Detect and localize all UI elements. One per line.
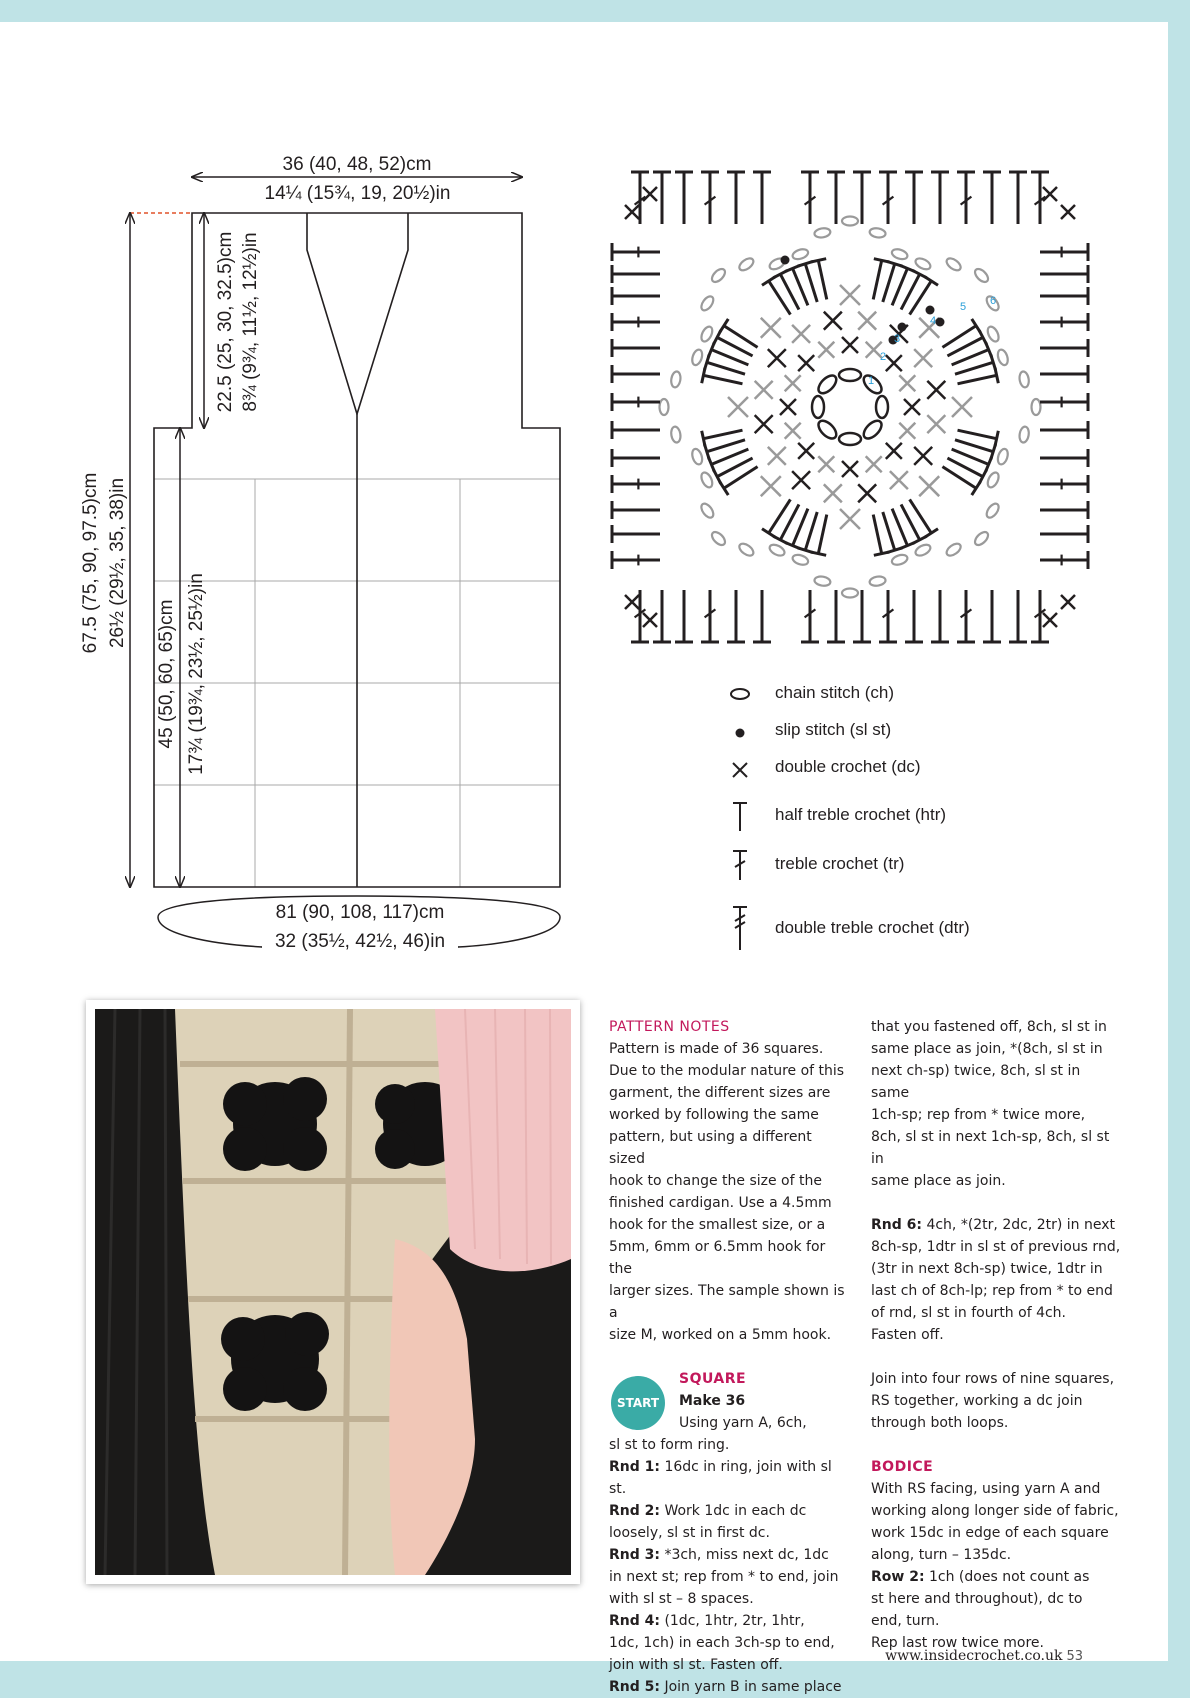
chain-stitch [996,348,1010,366]
treble-stitch [883,264,895,302]
round-number: 2 [880,351,887,363]
round-number: 5 [960,301,967,313]
join-text: Join into four rows of nine squares, [871,1371,1115,1387]
legend-half-treble [726,799,1056,833]
chain-stitch [670,371,681,388]
round-text: Fasten off. [871,1327,944,1343]
round-text: join with sl st. Fasten off. [609,1657,783,1673]
slip-stitch [781,256,790,265]
notes-line: garment, the different sizes are [609,1085,831,1101]
legend-chain-stitch [726,677,1056,711]
chain-stitch [986,471,1001,489]
length-in: 26½ (29½, 35, 38)in [107,477,128,649]
round-text: loosely, sl st in first dc. [609,1525,770,1541]
square-header [609,1368,849,1434]
square-intro: sl st to form ring. [609,1437,730,1453]
round-label: Rnd 1: [609,1459,660,1475]
treble-stitch [805,512,817,550]
double-crochet-stitch [842,337,858,353]
square-make: Make 36 [679,1393,746,1409]
double-crochet-stitch [818,342,834,358]
chain-stitch [812,396,824,418]
double-crochet-stitch [643,187,657,201]
chain-stitch [814,575,831,586]
double-crochet-stitch [858,484,876,502]
double-crochet-stitch [755,381,773,399]
chain-stitch [710,267,728,285]
pattern-notes-column [609,1016,849,1698]
chain-stitch [842,217,858,226]
notes-line: 5mm, 6mm or 6.5mm hook for the [609,1239,826,1277]
chain-stitch [690,348,704,366]
double-treble-icon [726,904,754,952]
notes-line: larger sizes. The sample shown is a [609,1283,845,1321]
square-heading: SQUARE [679,1371,747,1387]
double-crochet-stitch [904,399,920,415]
neck-in: 8¾ (9¾, 11½, 12½)in [240,232,261,412]
round-text: in next st; rep from * to end, join [609,1569,839,1585]
notes-line: finished cardigan. Use a 4.5mm [609,1195,832,1211]
notes-line: size M, worked on a 5mm hook. [609,1327,832,1343]
double-crochet-stitch [768,447,786,465]
chain-stitch [996,448,1010,466]
round-text: 1dc, 1ch) in each 3ch-sp to end, [609,1635,835,1651]
round-text: 8ch-sp, 1dtr in sl st of previous rnd, [871,1239,1121,1255]
notes-line: hook for the smallest size, or a [609,1217,826,1233]
notes-line: pattern, but using a different sized [609,1129,812,1167]
double-crochet-stitch [927,415,945,433]
round-text: 16dc in ring, join with sl st. [609,1459,832,1497]
slip-stitch [898,323,907,332]
chain-stitch [973,530,991,548]
v-neck-opening [307,213,408,414]
double-crochet-stitch [792,325,810,343]
double-crochet-stitch [858,312,876,330]
legend-label: double treble crochet (dtr) [775,918,970,937]
chain-stitch-icon [726,677,754,711]
double-crochet-stitch [785,375,801,391]
chain-stitch [842,589,858,598]
chain-stitch [815,418,839,442]
treble-stitch [955,362,993,374]
double-crochet-stitch [1061,205,1075,219]
hem-cm: 81 (90, 108, 117)cm [275,902,445,923]
double-crochet-stitch [643,613,657,627]
treble-stitch [707,440,745,452]
round-text: (1dc, 1htr, 2tr, 1htr, [664,1613,805,1629]
chain-stitch [945,541,963,558]
legend-treble [726,848,1056,882]
website-link[interactable]: www.insidecrochet.co.uk [885,1648,1063,1664]
double-crochet-stitch [886,443,902,459]
legend-label: chain stitch (ch) [775,683,895,702]
chain-stitch [945,256,963,273]
double-crochet-stitch [899,375,915,391]
treble-stitch [955,440,993,452]
chain-stitch [891,553,909,567]
double-crochet-stitch [728,397,748,417]
chain-stitch [869,575,886,586]
chain-stitch [973,267,991,285]
round-text: Join yarn B in same place [664,1679,842,1695]
chain-stitch [839,369,861,381]
double-crochet-stitch [761,476,781,496]
chain-stitch [660,399,669,415]
double-crochet-stitch [625,595,639,609]
treble-stitch [707,362,745,374]
treble-stitch [818,260,826,299]
round-number: 6 [990,295,997,307]
double-crochet-stitch [785,423,801,439]
chain-stitch [791,247,809,261]
notes-line: Due to the modular nature of this [609,1063,845,1079]
treble-stitch [873,260,881,299]
chain-stitch [737,256,755,273]
double-crochet-stitch [780,399,796,415]
chain-stitch [737,541,755,558]
treble-stitch [883,512,895,550]
length-cm: 67.5 (75, 90, 97.5)cm [80,472,101,654]
legend-label: treble crochet (tr) [775,854,905,873]
double-crochet-stitch [899,423,915,439]
legend-label: slip stitch (sl st) [775,720,892,739]
crochet-square-chart [610,162,1090,652]
treble-stitch-top [874,552,890,555]
chain-stitch [710,530,728,548]
double-crochet-stitch [840,285,860,305]
chain-stitch [814,227,831,238]
double-crochet-stitch [824,484,842,502]
row-text: Rep last row twice more. [871,1635,1044,1651]
notes-line: hook to change the size of the [609,1173,822,1189]
round-label: Rnd 5: [609,1679,660,1695]
round-text: 1ch-sp; rep from * twice more, [871,1107,1086,1123]
treble-stitch-top [972,482,981,495]
body-in: 17¾ (19¾, 23½, 25½)in [186,573,207,775]
bodice-heading: BODICE [871,1459,934,1475]
treble-stitch [873,515,881,554]
double-crochet-stitch [890,471,908,489]
round-number: 4 [930,315,937,327]
round-text: of rnd, sl st in fourth of 4ch. [871,1305,1067,1321]
legend-double-treble [726,904,1056,952]
chain-stitch [876,396,888,418]
chain-stitch [768,543,786,558]
width-cm: 36 (40, 48, 52)cm [282,154,432,175]
chain-stitch [791,553,809,567]
round-text: with sl st – 8 spaces. [609,1591,754,1607]
double-crochet-stitch [798,355,814,371]
chain-stitch [891,247,909,261]
treble-stitch-top [720,319,729,332]
double-crochet-stitch [927,381,945,399]
round-label: Rnd 6: [871,1217,922,1233]
treble-stitch [818,515,826,554]
treble-stitch-top [925,277,938,286]
double-crochet-stitch [792,471,810,489]
double-crochet-stitch [755,415,773,433]
round-text: Work 1dc in each dc [664,1503,807,1519]
double-crochet-icon [726,751,754,785]
chain-stitch [861,418,885,442]
body-cm: 45 (50, 60, 65)cm [156,599,177,749]
round-label: Rnd 4: [609,1613,660,1629]
double-crochet-stitch [919,476,939,496]
double-crochet-stitch [914,447,932,465]
bodice-text: With RS facing, using yarn A and [871,1481,1101,1497]
chain-stitch [815,372,839,396]
chain-stitch [690,448,704,466]
round-text: same place as join. [871,1173,1006,1189]
legend-double-crochet [726,751,1056,785]
chain-stitch [914,256,932,271]
double-crochet-stitch [1043,187,1057,201]
treble-stitch [703,430,742,438]
round-text: (3tr in next 8ch-sp) twice, 1dtr in [871,1261,1103,1277]
chain-stitch [839,433,861,445]
join-text: RS together, working a dc join [871,1393,1083,1409]
treble-stitch [805,264,817,302]
bodice-text: working along longer side of fabric, [871,1503,1119,1519]
double-crochet-stitch [866,456,882,472]
treble-stitch [703,375,742,383]
double-crochet-stitch [1043,613,1057,627]
chain-stitch [984,502,1001,520]
chain-stitch [699,502,716,520]
row-text: 1ch (does not count as [929,1569,1090,1585]
legend-label: double crochet (dc) [775,757,921,776]
chain-stitch [699,294,716,312]
bodice-text: along, turn – 135dc. [871,1547,1012,1563]
round-text: same place as join, *(8ch, sl st in [871,1041,1103,1057]
legend-slip-stitch [726,714,1056,748]
slip-stitch [936,318,945,327]
round-number: 1 [868,375,875,387]
round-number: 3 [894,333,901,345]
magazine-page [0,22,1168,1695]
chain-stitch [1018,371,1029,388]
notes-line: Pattern is made of 36 squares. [609,1041,824,1057]
join-text: through both loops. [871,1415,1009,1431]
double-crochet-stitch [842,461,858,477]
double-crochet-stitch [761,318,781,338]
double-crochet-stitch [914,349,932,367]
chain-stitch [1018,426,1029,443]
width-in: 14¼ (15¾, 19, 20½)in [264,183,451,204]
cardigan-photo [95,1009,571,1575]
chain-stitch [869,227,886,238]
double-crochet-stitch [1061,595,1075,609]
treble-stitch [958,375,997,383]
half-treble-icon [726,799,754,833]
photo-frame [86,1000,580,1584]
double-crochet-stitch [952,397,972,417]
chain-stitch [914,543,932,558]
treble-stitch-top [995,368,998,384]
chain-stitch [986,325,1001,343]
treble-stitch [958,430,997,438]
round-text: next ch-sp) twice, 8ch, sl st in same [871,1063,1081,1101]
row-label: Row 2: [871,1569,925,1585]
notes-line: worked by following the same [609,1107,819,1123]
round-label: Rnd 3: [609,1547,660,1563]
chain-stitch [699,325,714,343]
double-crochet-stitch [840,509,860,529]
round-text: *3ch, miss next dc, 1dc [664,1547,829,1563]
double-crochet-stitch [818,456,834,472]
round-label: Rnd 2: [609,1503,660,1519]
legend-label: half treble crochet (htr) [775,805,947,824]
double-crochet-stitch [824,312,842,330]
bodice-text: work 15dc in edge of each square [871,1525,1109,1541]
neck-cm: 22.5 (25, 30, 32.5)cm [215,231,236,413]
double-crochet-stitch [798,443,814,459]
treble-stitch-top [762,529,775,538]
round-text: 8ch, sl st in next 1ch-sp, 8ch, sl st in [871,1129,1110,1167]
page-number: 53 [1066,1649,1083,1664]
page-footer [885,1648,1083,1664]
treble-stitch-top [811,259,827,262]
start-badge: START [611,1376,665,1430]
row-text: end, turn. [871,1613,940,1629]
double-crochet-stitch [768,349,786,367]
round-text: last ch of 8ch-lp; rep from * to end [871,1283,1113,1299]
row-text: st here and throughout), dc to [871,1591,1083,1607]
slip-stitch [926,306,935,315]
round-text: 4ch, *(2tr, 2dc, 2tr) in next [926,1217,1116,1233]
double-crochet-stitch [886,355,902,371]
treble-icon [726,848,754,882]
square-intro: Using yarn A, 6ch, [679,1415,807,1431]
instructions-column [871,1016,1121,1654]
round-text: that you fastened off, 8ch, sl st in [871,1019,1107,1035]
double-crochet-stitch [625,205,639,219]
pattern-notes-heading: PATTERN NOTES [609,1019,730,1035]
hem-in: 32 (35½, 42½, 46)in [274,931,446,952]
chain-stitch [670,426,681,443]
treble-stitch-top [702,431,705,447]
chain-stitch [1032,399,1041,415]
chain-stitch [699,471,714,489]
slip-stitch-icon [726,714,754,748]
